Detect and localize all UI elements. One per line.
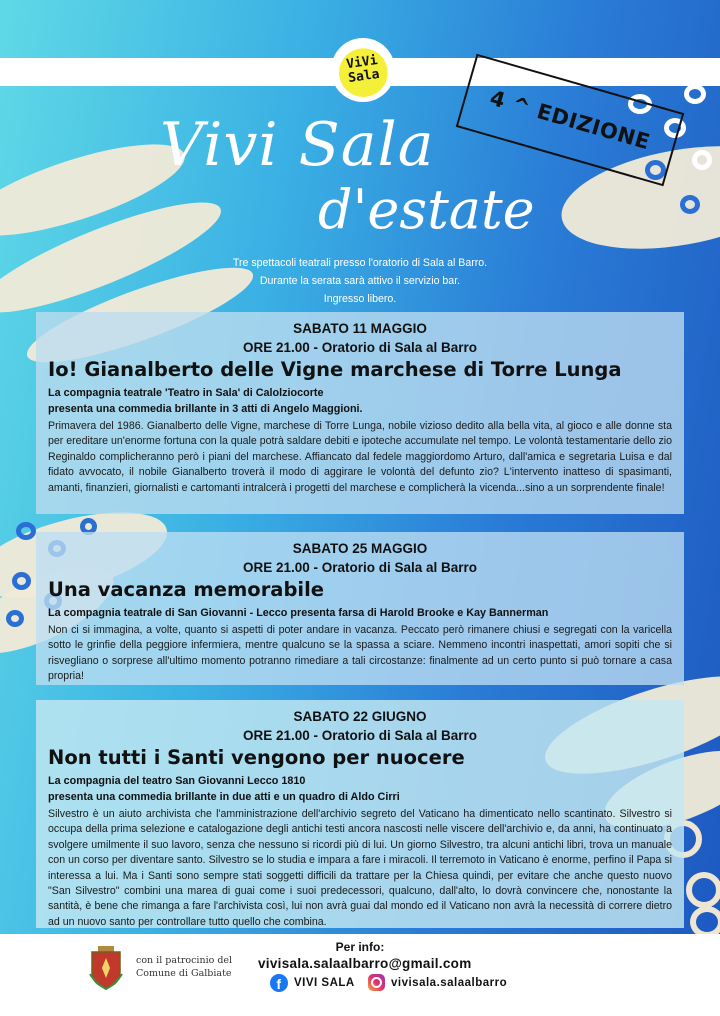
event-description: Silvestro è un aiuto archivista che l'amministrazione dell'archivio segreto del Vaticano ha dimenticato nello scantinato. Silvestro si occupa della prima selezione e catalogazione degli antichi testi ancora nascosti nelle viscere dell'archivio e, da anni, ha continuato a svolgere umilmente il suo lavoro, senza che nessuno si ricordi più di lui. Un giorno Silvestro, tra alcuni antichi libri, trova un manuale con un corso per diventare santo. Silvestro se lo studia e impara a fare i miracoli. Il terremoto in Vaticano è enorme, perfino il Papa si interessa a lui. Ma i Santi sono sempre stati soggetti difficili da trattare per la Chiesa quindi, per evitare che anche questo nuovo "San Silvestro" combini una marea di guai come i suoi predecessori, qualcuno, dall'alto, lo dovrà convincere che, nonostante la santità, è bene che rimanga a fare l'archivista così, lui non avrà guai dal mondo ed il Vaticano non avrà la necessità di correre dietro ad un nuovo santo per controllare tutto quello che combina.	[48, 808, 672, 928]
intro-text	[210, 254, 510, 308]
event-card-1	[36, 312, 684, 514]
event-time: ORE 21.00 - Oratorio di Sala al Barro	[242, 560, 478, 575]
company-line: presenta una commedia brillante in due atti e un quadro di Aldo Cirri	[48, 791, 400, 803]
facebook-label: VIVI SALA	[294, 977, 355, 989]
event-description: Primavera del 1986. Gianalberto delle Vigne, marchese di Torre Lunga, nobile vizioso dedito alla bella vita, al gioco e alle donne sta per ereditare un'enorme fortuna con la quale potrà saldare debiti e ipoteche accumulate nel tempo. Le volontà testamentarie dello zio Reginaldo complicheranno però i piani del marchese. Affiancato dal fedele maggiordomo Arturo, dall'amica e segretaria Luisa e dal fidato avvocato, il nobile Gianalberto troverà il modo di aggirare le volontà del defunto zio? L'intervento inatteso di spasimanti, amanti, finanzieri, giornalisti e cartomanti intralcerà i progetti del marchese e complicherà la vicenda...sino a un sorprendente finale!	[48, 420, 672, 494]
event-title: Non tutti i Santi vengono per nuocere	[48, 746, 465, 769]
event-title: Una vacanza memorabile	[48, 578, 325, 601]
vivi-sala-logo	[331, 38, 395, 102]
event-date: SABATO 22 GIUGNO	[293, 709, 427, 724]
logo-text-line1: ViVi	[345, 52, 379, 73]
patron-line: Comune di Galbiate	[136, 968, 232, 979]
dot-decoration	[16, 522, 36, 540]
event-title: Io! Gianalberto delle Vigne marchese di Torre Lunga	[48, 358, 622, 381]
event-company: La compagnia teatrale di San Giovanni - Lecco presenta farsa di Harold Brooke e Kay Bannerman	[48, 607, 549, 619]
event-date: SABATO 25 MAGGIO	[292, 541, 428, 556]
dot-decoration	[12, 572, 31, 590]
logo-badge	[333, 40, 394, 101]
info-title: Per info:	[335, 940, 385, 954]
event-date: SABATO 11 MAGGIO	[293, 321, 427, 336]
contact-email[interactable]: vivisala.salaalbarro@gmail.com	[258, 956, 472, 971]
ring-decoration	[686, 872, 720, 908]
event-time: ORE 21.00 - Oratorio di Sala al Barro	[242, 728, 478, 743]
facebook-icon: f	[270, 974, 288, 992]
dot-decoration	[692, 150, 712, 170]
dot-decoration	[680, 195, 700, 214]
instagram-label: vivisala.salaalbarro	[391, 976, 508, 989]
edition-label: 4 ^ EDIZIONE	[487, 85, 653, 155]
logo-text-line2: Sala	[347, 66, 381, 87]
patron-line: con il patrocinio del	[136, 955, 233, 966]
dot-decoration	[684, 84, 706, 104]
company-line: presenta una commedia brillante in 3 atti di Angelo Maggioni.	[48, 403, 363, 415]
poster-title-line2: d'estate	[318, 178, 535, 241]
intro-line: Durante la serata sarà attivo il servizio bar.	[259, 275, 461, 287]
instagram-icon	[368, 974, 385, 991]
company-line: La compagnia del teatro San Giovanni Lecco 1810	[48, 775, 306, 787]
footer	[0, 934, 720, 1016]
facebook-link[interactable]	[270, 974, 355, 992]
intro-line: Tre spettacoli teatrali presso l'oratorio di Sala al Barro.	[232, 257, 488, 269]
company-line: La compagnia teatrale 'Teatro in Sala' di Calolziocorte	[48, 387, 324, 399]
dot-decoration	[6, 610, 24, 627]
event-card-3	[36, 700, 684, 928]
intro-line: Ingresso libero.	[323, 293, 397, 305]
patronage-text	[136, 954, 232, 980]
poster-title-line1: Vivi Sala	[160, 110, 435, 180]
event-card-2	[36, 532, 684, 685]
event-description: Non ci si immagina, a volte, quanto si aspetti di poter andare in vacanza. Peccato però rimanere chiusi e segregati con la varicella sotto le grinfie della peggiore infermiera, mentre qualcuno se la spassa a sciare. Nemmeno incontri inaspettati, amori sopiti che si risvegliano o sorprese all'ultimo momento potranno rimediare a tali circostanze: finalmente ad un certo punto si può tornare a casa propria!	[48, 624, 672, 683]
instagram-link[interactable]	[368, 974, 507, 991]
event-company	[48, 773, 672, 805]
event-time: ORE 21.00 - Oratorio di Sala al Barro	[242, 340, 478, 355]
event-company	[48, 385, 672, 417]
